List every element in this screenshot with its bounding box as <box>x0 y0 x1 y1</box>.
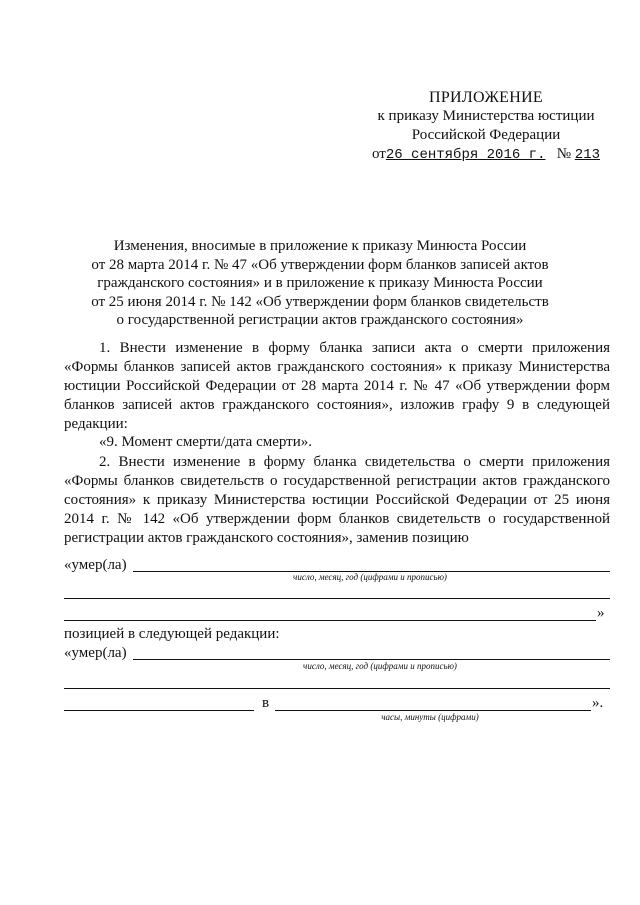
heading-line-3: гражданского состояния» и в приложение к приказу Минюста России <box>97 275 543 291</box>
old-died-label: «умер(ла) <box>64 557 127 573</box>
appendix-header <box>370 88 602 165</box>
new-end-quote: ». <box>592 695 604 711</box>
order-date-line <box>370 145 602 165</box>
new-died-label: «умер(ла) <box>64 645 127 661</box>
order-date: 26 сентября 2016 г. <box>385 147 546 163</box>
appendix-title: ПРИЛОЖЕНИЕ <box>428 89 543 106</box>
order-number-sign: № <box>556 146 572 162</box>
new-time-blank-line <box>275 710 591 711</box>
new-date-caption: число, месяц, год (цифрами и прописью) <box>303 661 457 671</box>
new-position-label: позицией в следующей редакции: <box>64 626 280 642</box>
heading-line-5: о государственной регистрации актов гражданского состояния» <box>116 312 524 328</box>
paragraph-2: 2. Внести изменение в форму бланка свидетельства о смерти приложения «Формы бланков свидетельств о государственной регистрации актов гражданского состояния» к приказу Министерства юстиции Российской Федерации от 25 июня 2014 г. № 142 «Об утверждении форм бланков свидетельств о государственной регистрации актов гражданского состояния», заменив позицию <box>64 454 610 546</box>
new-date-blank-line <box>133 659 610 660</box>
old-blank-line-3 <box>64 620 596 621</box>
paragraph-1: 1. Внести изменение в форму бланка записи акта о смерти приложения «Формы бланков записей актов гражданского состояния» к приказу Министерства юстиции Российской Федерации от 28 марта 2014 г. № 47 «Об утверждении форм бланков записей актов гражданского состояния», изложив графу 9 в следующей редакции: <box>64 340 610 432</box>
heading-line-2: от 28 марта 2014 г. № 47 «Об утверждении форм бланков записей актов <box>91 256 549 273</box>
old-blank-line-2 <box>64 598 610 599</box>
new-blank-line-2 <box>64 688 610 689</box>
order-from-prefix: от <box>371 146 386 162</box>
document-heading <box>70 237 570 330</box>
new-time-caption: часы, минуты (цифрами) <box>381 712 479 722</box>
new-in-label: в <box>262 695 270 711</box>
appendix-line-2: Российской Федерации <box>411 127 561 143</box>
order-number: 213 <box>574 147 601 163</box>
heading-line-1: Изменения, вносимые в приложение к приказу Минюста России <box>113 238 527 254</box>
old-end-quote: » <box>597 605 605 621</box>
item-9-text: «9. Момент смерти/дата смерти». <box>99 434 313 450</box>
new-blank-before-v <box>64 710 254 711</box>
heading-line-4: от 25 июня 2014 г. № 142 «Об утверждении форм бланков свидетельств <box>91 293 549 310</box>
appendix-line-1: к приказу Министерства юстиции <box>377 108 595 124</box>
old-date-caption: число, месяц, год (цифрами и прописью) <box>293 572 447 582</box>
